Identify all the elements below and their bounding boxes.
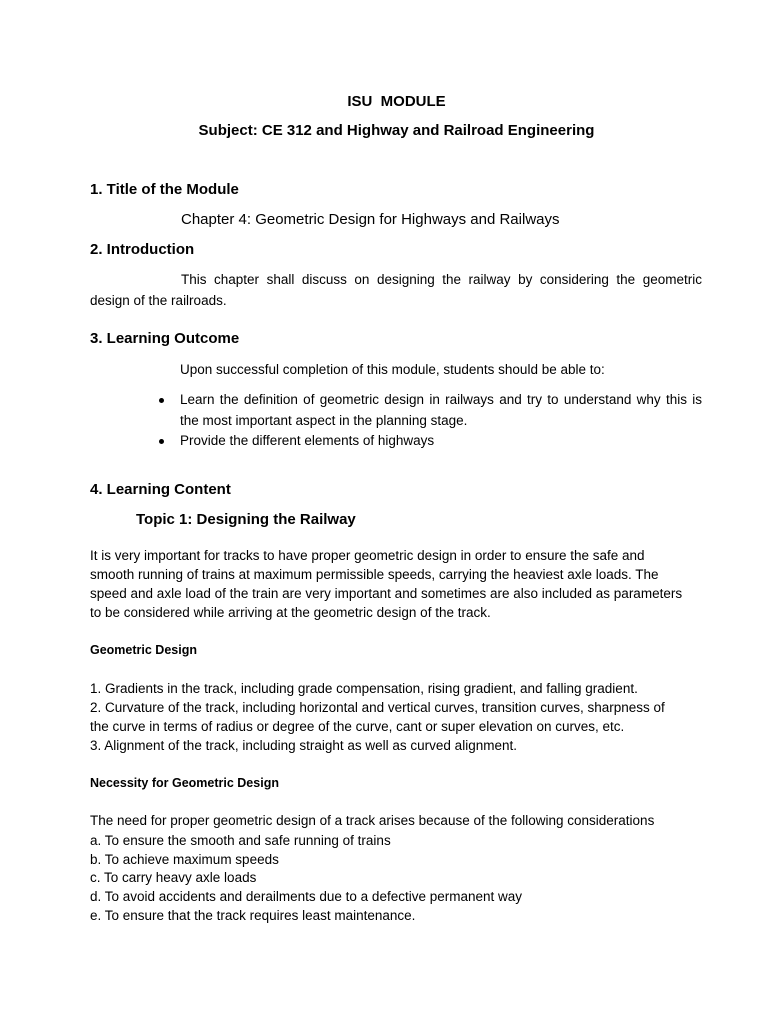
introduction-line: design of the railroads. bbox=[90, 293, 227, 308]
module-title: ISU MODULE bbox=[347, 93, 446, 110]
bullet-text-line: Provide the different elements of highways bbox=[180, 433, 435, 448]
necessity-intro: The need for proper geometric design of a track arises because of the following considerations bbox=[90, 813, 655, 828]
section-heading-introduction: 2. Introduction bbox=[90, 241, 195, 258]
bullet-icon bbox=[159, 398, 164, 403]
list-item: 3. Alignment of the track, including straight as well as curved alignment. bbox=[90, 738, 517, 753]
list-item: b. To achieve maximum speeds bbox=[90, 852, 279, 867]
bullet-text-line: Learn the definition of geometric design in railways and try to understand why this is bbox=[180, 392, 702, 407]
section-heading-learning-outcome: 3. Learning Outcome bbox=[90, 330, 240, 347]
list-item: e. To ensure that the track requires least maintenance. bbox=[90, 908, 416, 923]
paragraph-line: to be considered while arriving at the geometric design of the track. bbox=[90, 605, 491, 620]
learning-outcome-lead: Upon successful completion of this module, students should be able to: bbox=[180, 362, 605, 377]
topic-heading: Topic 1: Designing the Railway bbox=[136, 511, 356, 528]
list-item: c. To carry heavy axle loads bbox=[90, 870, 257, 885]
section-heading-learning-content: 4. Learning Content bbox=[90, 481, 231, 498]
section-heading-title-of-module: 1. Title of the Module bbox=[90, 181, 239, 198]
paragraph-line: smooth running of trains at maximum permissible speeds, carrying the heaviest axle loads. The bbox=[90, 567, 659, 582]
list-item-continuation: the curve in terms of radius or degree of the curve, cant or super elevation on curves, etc. bbox=[90, 719, 625, 734]
paragraph-line: speed and axle load of the train are very important and sometimes are also included as parameters bbox=[90, 586, 683, 601]
introduction-line: This chapter shall discuss on designing the railway by considering the geometric bbox=[181, 272, 702, 287]
chapter-title: Chapter 4: Geometric Design for Highways and Railways bbox=[181, 211, 560, 228]
subject-line: Subject: CE 312 and Highway and Railroad Engineering bbox=[198, 122, 595, 139]
list-item: 2. Curvature of the track, including horizontal and vertical curves, transition curves, sharpness of bbox=[90, 700, 665, 715]
list-item: a. To ensure the smooth and safe running of trains bbox=[90, 833, 391, 848]
list-item: 1. Gradients in the track, including grade compensation, rising gradient, and falling gradient. bbox=[90, 681, 638, 696]
bullet-text-line: the most important aspect in the planning stage. bbox=[180, 413, 468, 428]
paragraph-line: It is very important for tracks to have proper geometric design in order to ensure the safe and bbox=[90, 548, 645, 563]
subheading-geometric-design: Geometric Design bbox=[90, 643, 197, 657]
list-item: d. To avoid accidents and derailments due to a defective permanent way bbox=[90, 889, 523, 904]
bullet-icon bbox=[159, 439, 164, 444]
subheading-necessity: Necessity for Geometric Design bbox=[90, 776, 279, 790]
